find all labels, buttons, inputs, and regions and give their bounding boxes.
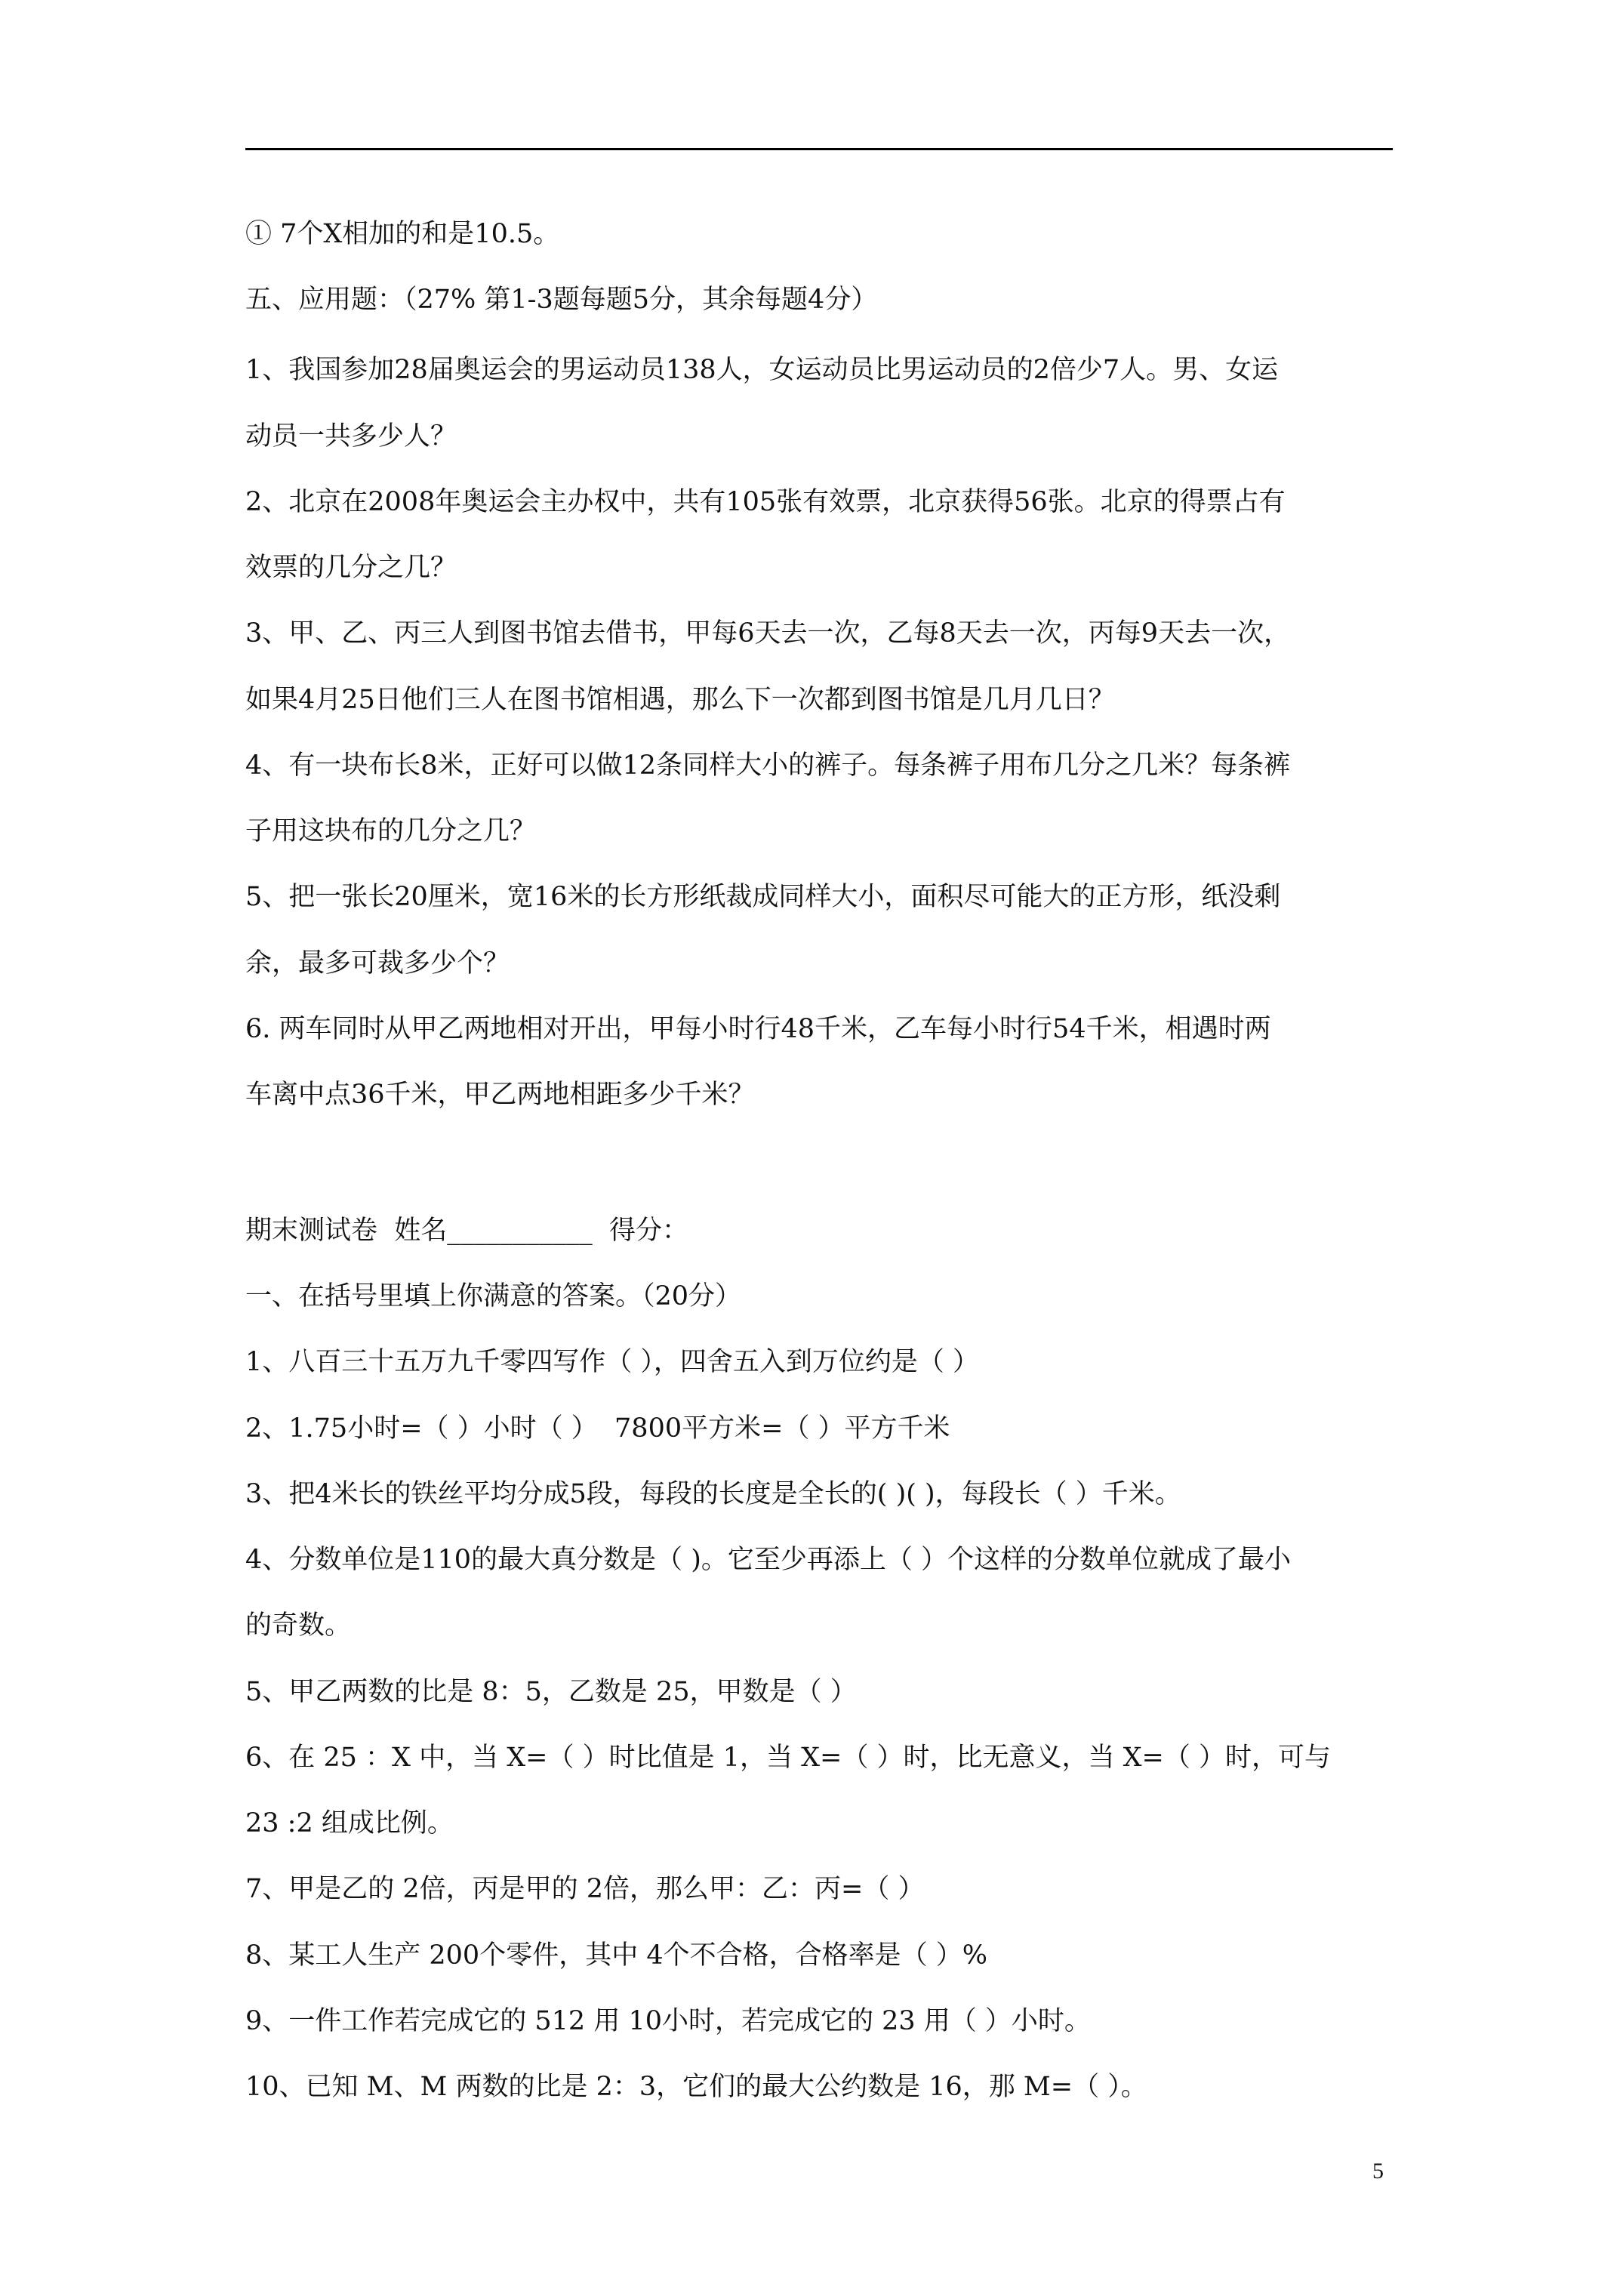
text-line-19: 3、把4米长的铁丝平均分成5段，每段的长度是全长的( )( )，每段长（ ）千米。 [245, 1479, 1181, 1509]
header-rule [245, 148, 1393, 150]
text-line-4: 动员一共多少人？ [245, 421, 457, 451]
section-one-heading: 一、在括号里填上你满意的答案。（20分） [245, 1281, 742, 1311]
text-line-1: ① 7个X相加的和是10.5。 [245, 219, 560, 249]
text-line-24: 23 :2 组成比例。 [245, 1808, 454, 1838]
text-line-12: 余，最多可裁多少个？ [245, 948, 510, 978]
text-line-13: 6. 两车同时从甲乙两地相对开出，甲每小时行48千米，乙车每小时行54千米，相遇时两 [245, 1014, 1271, 1044]
text-line-10: 子用这块布的几分之几？ [245, 816, 537, 846]
text-line-14: 车离中点36千米，甲乙两地相距多少千米？ [245, 1080, 755, 1110]
text-line-26: 8、某工人生产 200个零件，其中 4个不合格，合格率是（ ）% [245, 1940, 987, 1971]
text-line-21: 的奇数。 [245, 1610, 352, 1641]
text-line-18: 2、1.75小时=（ ）小时（ ） 7800平方米=（ ）平方千米 [245, 1413, 950, 1444]
text-line-3: 1、我国参加28届奥运会的男运动员138人，女运动员比男运动员的2倍少7人。男、女运 [245, 355, 1279, 385]
text-line-11: 5、把一张长20厘米，宽16米的长方形纸裁成同样大小，面积尽可能大的正方形，纸没剩 [245, 882, 1281, 912]
text-line-20: 4、分数单位是110的最大真分数是（ )。它至少再添上（ ）个这样的分数单位就成了最小 [245, 1545, 1291, 1575]
text-line-5: 2、北京在2008年奥运会主办权中，共有105张有效票，北京获得56张。北京的得票占有 [245, 487, 1286, 517]
text-line-22: 5、甲乙两数的比是 8：5，乙数是 25，甲数是（ ） [245, 1677, 857, 1707]
text-line-28: 10、已知 M、M 两数的比是 2：3，它们的最大公约数是 16，那 M=（ ）。 [245, 2072, 1147, 2102]
text-line-8: 如果4月25日他们三人在图书馆相遇，那么下一次都到图书馆是几月几日？ [245, 685, 1115, 715]
text-line-27: 9、一件工作若完成它的 512 用 10小时，若完成它的 23 用（ ）小时。 [245, 2006, 1091, 2036]
section-five-heading: 五、应用题：（27% 第1-3题每题5分，其余每题4分） [245, 285, 878, 315]
page-number: 5 [1372, 2159, 1384, 2184]
text-line-25: 7、甲是乙的 2倍，丙是甲的 2倍，那么甲：乙：丙=（ ） [245, 1874, 925, 1904]
text-line-17: 1、八百三十五万九千零四写作（ ），四舍五入到万位约是（ ） [245, 1347, 980, 1377]
text-line-23: 6、在 25 ：X 中，当 X=（ ）时比值是 1，当 X=（ ）时，比无意义，当 X=（ ）时，可与 [245, 1743, 1331, 1773]
text-line-7: 3、甲、乙、丙三人到图书馆去借书，甲每6天去一次，乙每8天去一次，丙每9天去一次， [245, 618, 1291, 649]
text-line-6: 效票的几分之几？ [245, 553, 457, 583]
text-line-9: 4、有一块布长8米，正好可以做12条同样大小的裤子。每条裤子用布几分之几米？每条裤 [245, 750, 1291, 781]
exam-title-line: 期末测试卷 姓名___________ 得分： [245, 1216, 689, 1246]
